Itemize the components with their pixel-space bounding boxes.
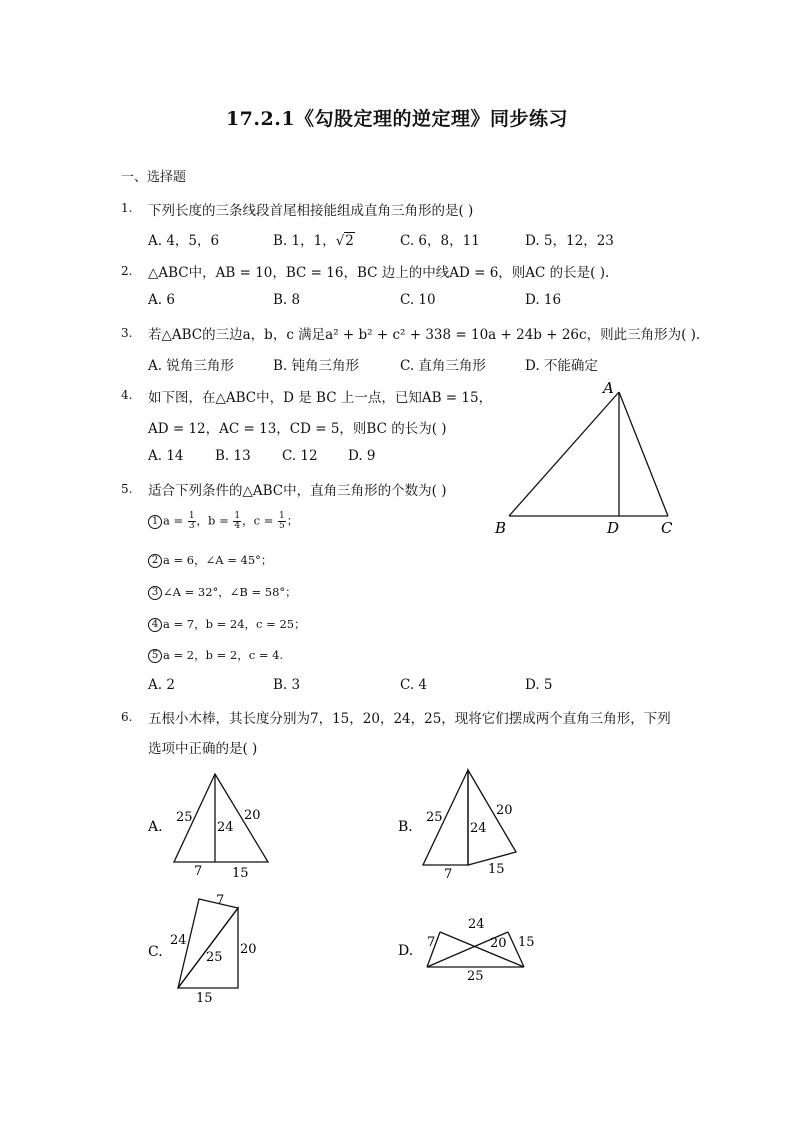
question-text: △ABC中，AB = 10，BC = 16，BC 边上的中线AD = 6，则AC 的长是( ).	[148, 265, 610, 281]
length-label: 15	[518, 935, 535, 950]
length-label: 25	[206, 950, 223, 965]
question-text: 下列长度的三条线段首尾相接能组成直角三角形的是( )	[148, 203, 474, 219]
question-number: 3.	[121, 326, 133, 340]
cond-text: ；	[286, 513, 299, 528]
length-label: 15	[196, 991, 213, 1006]
option-a: A. 6	[148, 292, 175, 308]
option-b-text: B. 1，1，	[273, 233, 336, 249]
option-b: B. 13	[215, 448, 251, 464]
option-c: C. 4	[400, 677, 428, 693]
side-ab	[509, 392, 619, 516]
option-d: D. 9	[348, 448, 376, 464]
cond-text: ∠A = 32°，∠B = 58°；	[163, 585, 297, 599]
option-tag: D.	[398, 943, 414, 959]
length-label: 25	[176, 810, 193, 825]
option-a: A. 2	[148, 677, 175, 693]
condition-marker: 2	[148, 554, 162, 568]
cond-text: a = 6，∠A = 45°；	[163, 553, 273, 567]
figure-option-d	[390, 910, 550, 990]
label-a: A	[603, 379, 614, 397]
condition-marker: 4	[148, 618, 162, 632]
option-c: C. 直角三角形	[400, 358, 486, 374]
fraction	[233, 512, 241, 531]
numerator: 1	[188, 511, 195, 521]
condition-4	[148, 616, 306, 632]
question-number: 4.	[121, 388, 133, 402]
option-d: D. 16	[525, 292, 562, 308]
length-label: 15	[488, 862, 505, 877]
condition-5	[148, 647, 283, 663]
length-label: 25	[467, 969, 484, 984]
length-label: 24	[468, 917, 485, 932]
length-label: 7	[194, 864, 203, 879]
length-label: 24	[470, 821, 487, 836]
sqrt-radicand: 2	[345, 233, 354, 249]
option-d: D. 5	[525, 677, 553, 693]
option-b: B. 钝角三角形	[273, 358, 360, 374]
triangle	[178, 899, 238, 988]
cond-text: a = 7，b = 24，c = 25；	[163, 617, 306, 631]
option-c: C. 12	[282, 448, 318, 464]
question-text: 如下图，在△ABC中，D 是 BC 上一点，已知AB = 15，	[148, 390, 493, 406]
question-text: 适合下列条件的△ABC中，直角三角形的个数为( )	[148, 483, 447, 499]
question-number: 2.	[121, 264, 133, 278]
condition-3	[148, 584, 297, 600]
length-label: 20	[490, 936, 507, 951]
question-number: 5.	[121, 482, 133, 496]
length-label: 20	[244, 808, 261, 823]
option-tag: A.	[148, 819, 163, 835]
option-a: A. 锐角三角形	[148, 358, 234, 374]
side-ac	[619, 392, 668, 516]
option-b	[273, 229, 355, 249]
question-number: 6.	[121, 710, 133, 724]
label-d: D	[607, 519, 620, 537]
segment	[440, 932, 524, 967]
length-label: 24	[170, 933, 187, 948]
figure-option-c	[140, 890, 280, 1010]
question-text: 若△ABC的三边a，b，c 满足a² + b² + c² + 338 = 10a + 24b + 26c，则此三角形为( ).	[148, 327, 701, 343]
sqrt-sign: √	[335, 233, 345, 249]
question-text-line2: 选项中正确的是( )	[148, 741, 258, 757]
condition-1	[148, 512, 298, 531]
option-d: D. 不能确定	[525, 358, 598, 374]
condition-marker: 3	[148, 586, 162, 600]
page-title: 17.2.1《勾股定理的逆定理》同步练习	[225, 108, 569, 130]
condition-2	[148, 552, 272, 568]
option-c: C. 10	[400, 292, 436, 308]
option-b: B. 3	[273, 677, 301, 693]
length-label: 15	[232, 866, 249, 880]
option-tag: C.	[148, 944, 163, 960]
triangle-abc-figure	[490, 375, 680, 540]
question-text-line2: AD = 12，AC = 13，CD = 5，则BC 的长为( )	[148, 421, 447, 437]
question-text: 五根小木棒，其长度分别为7，15，20，24，25，现将它们摆成两个直角三角形，下列	[148, 711, 671, 727]
numerator: 1	[234, 511, 241, 521]
length-label: 20	[240, 942, 257, 957]
option-b: B. 8	[273, 292, 301, 308]
numerator: 1	[278, 511, 285, 521]
label-c: C	[661, 519, 673, 537]
cond-text: ，b =	[196, 513, 233, 528]
cond-text: a = 2，b = 2，c = 4.	[163, 648, 284, 662]
section-heading: 一、选择题	[121, 170, 187, 185]
length-label: 7	[216, 893, 225, 908]
length-label: 20	[496, 803, 513, 818]
option-a: A. 14	[148, 448, 184, 464]
length-label: 7	[427, 935, 436, 950]
condition-marker: 5	[148, 649, 162, 663]
cond-text: a =	[163, 513, 187, 528]
denominator: 4	[234, 521, 241, 531]
length-label: 24	[217, 820, 234, 835]
option-d: D. 5，12，23	[525, 233, 614, 249]
denominator: 3	[188, 521, 195, 531]
condition-marker: 1	[148, 515, 162, 529]
question-number: 1.	[121, 201, 133, 215]
fraction	[278, 512, 286, 531]
figure-option-a	[140, 765, 280, 880]
denominator: 5	[278, 521, 285, 531]
option-c: C. 6，8，11	[400, 233, 480, 249]
label-b: B	[495, 519, 507, 537]
figure-option-b	[390, 765, 530, 885]
option-tag: B.	[398, 819, 413, 835]
length-label: 7	[444, 867, 453, 882]
option-a: A. 4，5，6	[148, 233, 220, 249]
length-label: 25	[426, 810, 443, 825]
fraction	[188, 512, 196, 531]
cond-text: ，c =	[242, 513, 277, 528]
